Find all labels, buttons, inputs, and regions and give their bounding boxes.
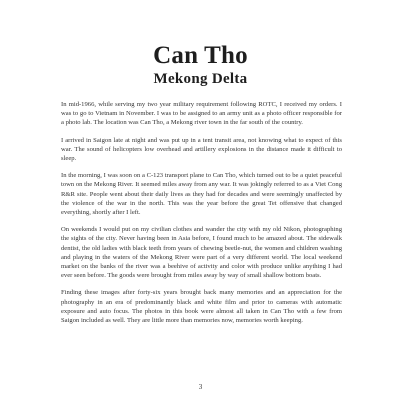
- paragraph-1: In mid-1966, while serving my two year military requirement following ROTC, I received my orders. I was to go to Vietnam in November. I was to be assigned to an army unit as a photo officer responsible for a photo lab. The location was Can Tho, a Mekong river town in the far south of the country.: [61, 101, 342, 127]
- body-text: [61, 100, 342, 333]
- paragraph-4: On weekends I would put on my civilian clothes and wander the city with my old Nikon, photographing the sights of the city. Never having been in Asia before, I found much to be amazed about. The sidewalk dentist, the old ladies with black teeth from years of chewing beetle-nut, the women and children washing and playing in the waters of the Mekong River were part of a very different world. The local weekend market on the banks of the river was a beehive of activity and color with produce unlike anything I had ever seen before. The goods were brought from miles away by way of small shallow bottom boats.: [61, 226, 342, 280]
- paragraph-3: In the morning, I was soon on a C-123 transport plane to Can Tho, which turned out to be a quiet peaceful town on the Mekong River. It seemed miles away from any war. It was jokingly referred to as a Viet Cong R&R site. People went about their daily lives as they had for decades and were seemingly unaffected by the violence of the war in the north. This was the year before the great Tet offensive that changed everything, shortly after I left.: [61, 172, 342, 217]
- paragraph-2: I arrived in Saigon late at night and was put up in a tent transit area, not knowing what to expect of this war. The sound of helicopters low overhead and artillery explosions in the distance made it difficult to sleep.: [61, 136, 342, 163]
- page-title: Can Tho: [153, 42, 248, 69]
- paragraph-5: Finding these images after forty-six years brought back many memories and an appreciation for the photography in an era of predominantly black and white film and prior to cameras with automatic exposure and auto focus. The photos in this book were almost all taken in Can Tho with a few from Saigon included as well. They are little more than memories now, memories worth keeping.: [61, 289, 342, 325]
- page-subtitle: Mekong Delta: [153, 71, 248, 87]
- page-number: 3: [198, 383, 203, 391]
